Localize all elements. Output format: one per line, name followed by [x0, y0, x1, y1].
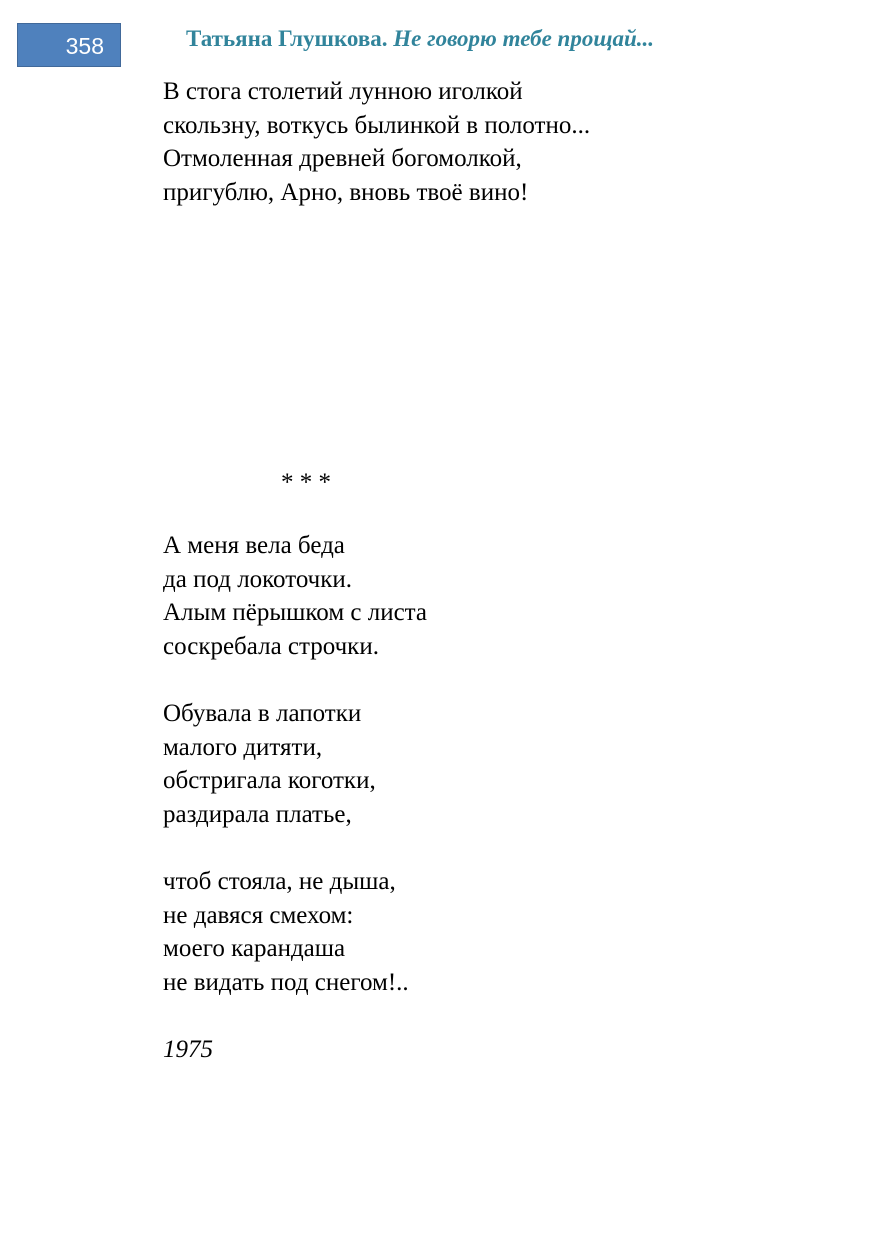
poem-1-stanza [163, 75, 590, 209]
poem-separator: * * * [281, 469, 331, 496]
poem-date: 1975 [163, 1036, 213, 1063]
poem-line: раздирала платье, [163, 800, 352, 828]
poem-2-stanza-2 [163, 697, 376, 831]
poem-line: Отмоленная древней богомолкой, [163, 145, 522, 172]
poem-line: не давяся смехом: [163, 901, 354, 929]
poem-line: не видать под снегом!.. [163, 968, 409, 996]
header-author: Татьяна Глушкова. [186, 26, 388, 51]
poem-line: Обувала в лапотки [163, 700, 362, 727]
page-number-badge: 358 [17, 23, 121, 67]
poem-line: чтоб стояла, не дыша, [163, 868, 396, 895]
poem-line: моего карандаша [163, 935, 346, 962]
poem-line: Алым пёрышком с листа [163, 599, 428, 626]
poem-line: А меня вела беда [163, 532, 345, 559]
poem-line: малого дитяти, [163, 733, 323, 761]
poem-line: скользну, воткусь былинкой в полотно... [163, 111, 591, 139]
poem-line: пригублю, Арно, вновь твоё вино! [163, 178, 529, 206]
poem-line: обстригала коготки, [163, 767, 376, 794]
poem-line: да под локоточки. [163, 565, 353, 593]
running-header [186, 24, 654, 54]
poem-2-stanza-3 [163, 865, 409, 999]
poem-2-stanza-1 [163, 529, 427, 663]
header-book-title: Не говорю тебе прощай... [393, 26, 655, 51]
poem-line: соскребала строчки. [163, 632, 379, 660]
poem-line: В стога столетий лунною иголкой [163, 78, 523, 105]
